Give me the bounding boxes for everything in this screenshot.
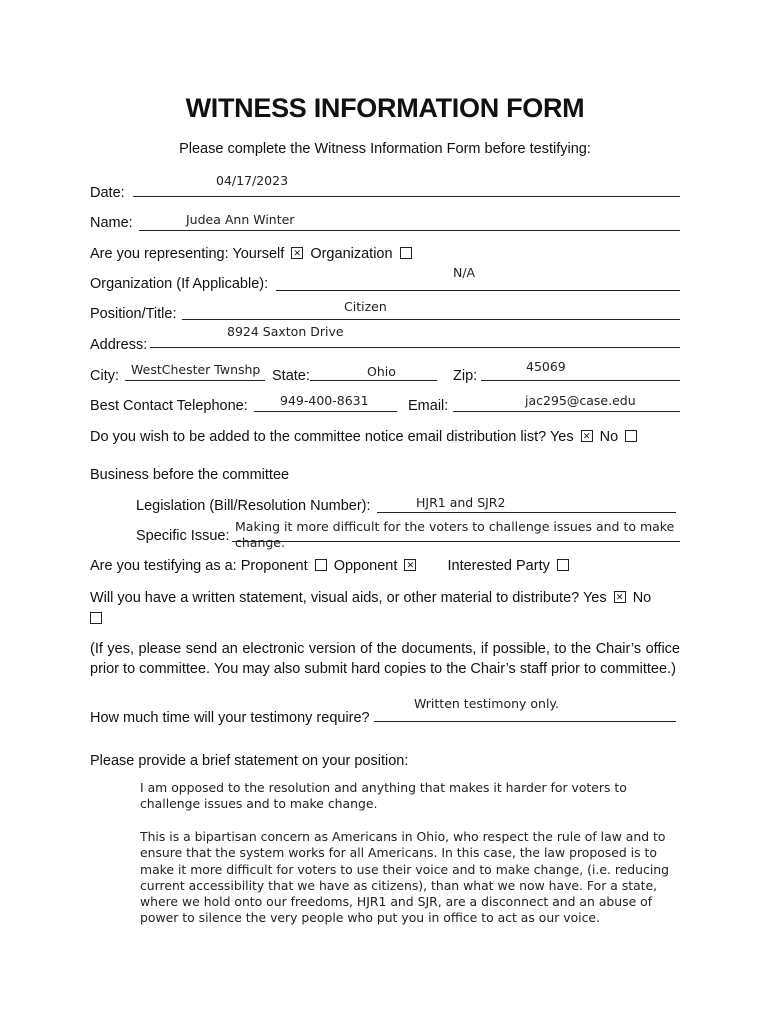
interested-checkbox[interactable] <box>557 559 569 571</box>
telephone-line <box>254 411 397 412</box>
zip-line <box>481 380 680 381</box>
written-no-checkbox[interactable] <box>90 612 102 624</box>
distribution-label: Do you wish to be added to the committee notice email distribution list? Yes <box>90 429 574 445</box>
distribution-yes-checkbox[interactable] <box>581 430 593 442</box>
form-title: WITNESS INFORMATION FORM <box>185 93 585 123</box>
zip-label: Zip: <box>453 368 478 384</box>
proponent-checkbox[interactable] <box>315 559 327 571</box>
organization-checkbox[interactable] <box>400 247 412 259</box>
date-label: Date: <box>90 185 125 201</box>
written-yes-checkbox[interactable] <box>614 591 626 603</box>
organization-line <box>276 290 680 291</box>
testifying-label: Are you testifying as a: Proponent <box>90 558 308 574</box>
distribution-no-label: No <box>599 429 619 445</box>
time-line <box>374 721 676 722</box>
name-label: Name: <box>90 215 133 231</box>
zip-field[interactable]: 45069 <box>526 359 566 374</box>
testifying-row <box>90 558 572 574</box>
name-field[interactable]: Judea Ann Winter <box>186 212 295 227</box>
opponent-checkbox[interactable] <box>404 559 416 571</box>
organization-label: Organization (If Applicable): <box>90 276 269 292</box>
organization-field[interactable]: N/A <box>453 265 476 280</box>
written-label: Will you have a written statement, visual aids, or other material to distribute? Yes <box>90 590 607 606</box>
organization-option-label: Organization <box>310 246 393 262</box>
representing-row <box>90 246 415 262</box>
address-label: Address: <box>90 337 148 353</box>
opponent-label: Opponent <box>333 558 398 574</box>
address-line <box>150 347 680 348</box>
yourself-checkbox[interactable] <box>291 247 303 259</box>
email-field[interactable]: jac295@case.edu <box>525 393 636 408</box>
city-line <box>125 380 265 381</box>
note-paragraph: (If yes, please send an electronic version of the documents, if possible, to the Chair’s office prior to committee. You may also submit hard copies to the Chair’s staff prior to committee.) <box>90 641 680 677</box>
statement-paragraph-1[interactable]: I am opposed to the resolution and anything that makes it harder for voters to challenge issues and to make change. <box>140 780 627 812</box>
written-no-row <box>90 610 105 628</box>
time-label: How much time will your testimony require? <box>90 710 370 726</box>
state-line <box>310 380 437 381</box>
business-heading: Business before the committee <box>90 467 290 483</box>
state-field[interactable]: Ohio <box>367 364 396 379</box>
issue-line <box>232 541 680 542</box>
written-row <box>90 590 651 606</box>
date-field[interactable]: 04/17/2023 <box>216 173 289 188</box>
statement-paragraph-2[interactable]: This is a bipartisan concern as Americans in Ohio, who respect the rule of law and to ensure that the system works for all Americans. In this case, the law proposed is to make it more difficult for voters to use their voice and to make change, (i.e. reducing current accessibility that we have as citizens), than what we now have. For a state, where we hold onto our freedoms, HJR1 and SJR, are a disconnect and an abuse of power to silence the very people who put you in office to act as our voice. <box>140 829 669 926</box>
legislation-line <box>377 512 676 513</box>
state-label: State: <box>272 368 310 384</box>
telephone-field[interactable]: 949-400-8631 <box>280 393 369 408</box>
issue-label: Specific Issue: <box>136 528 230 544</box>
email-line <box>453 411 680 412</box>
email-label: Email: <box>408 398 449 414</box>
name-line <box>139 230 680 231</box>
position-line <box>182 319 680 320</box>
distribution-row <box>90 429 640 445</box>
position-field[interactable]: Citizen <box>344 299 387 314</box>
date-line <box>133 196 680 197</box>
legislation-field[interactable]: HJR1 and SJR2 <box>416 495 506 510</box>
address-field[interactable]: 8924 Saxton Drive <box>227 324 344 339</box>
legislation-label: Legislation (Bill/Resolution Number): <box>136 498 371 514</box>
written-no-label: No <box>632 590 652 606</box>
city-field[interactable]: WestChester Twnshp <box>131 362 261 377</box>
distribution-no-checkbox[interactable] <box>625 430 637 442</box>
city-label: City: <box>90 368 119 384</box>
form-subtitle: Please complete the Witness Information Form before testifying: <box>179 141 591 157</box>
issue-field[interactable]: Making it more difficult for the voters to challenge issues and to make change. <box>235 519 675 550</box>
interested-label: Interested Party <box>447 558 550 574</box>
statement-label: Please provide a brief statement on your position: <box>90 753 409 769</box>
time-field[interactable]: Written testimony only. <box>414 696 560 711</box>
position-label: Position/Title: <box>90 306 177 322</box>
representing-label: Are you representing: Yourself <box>90 246 285 262</box>
telephone-label: Best Contact Telephone: <box>90 398 248 414</box>
